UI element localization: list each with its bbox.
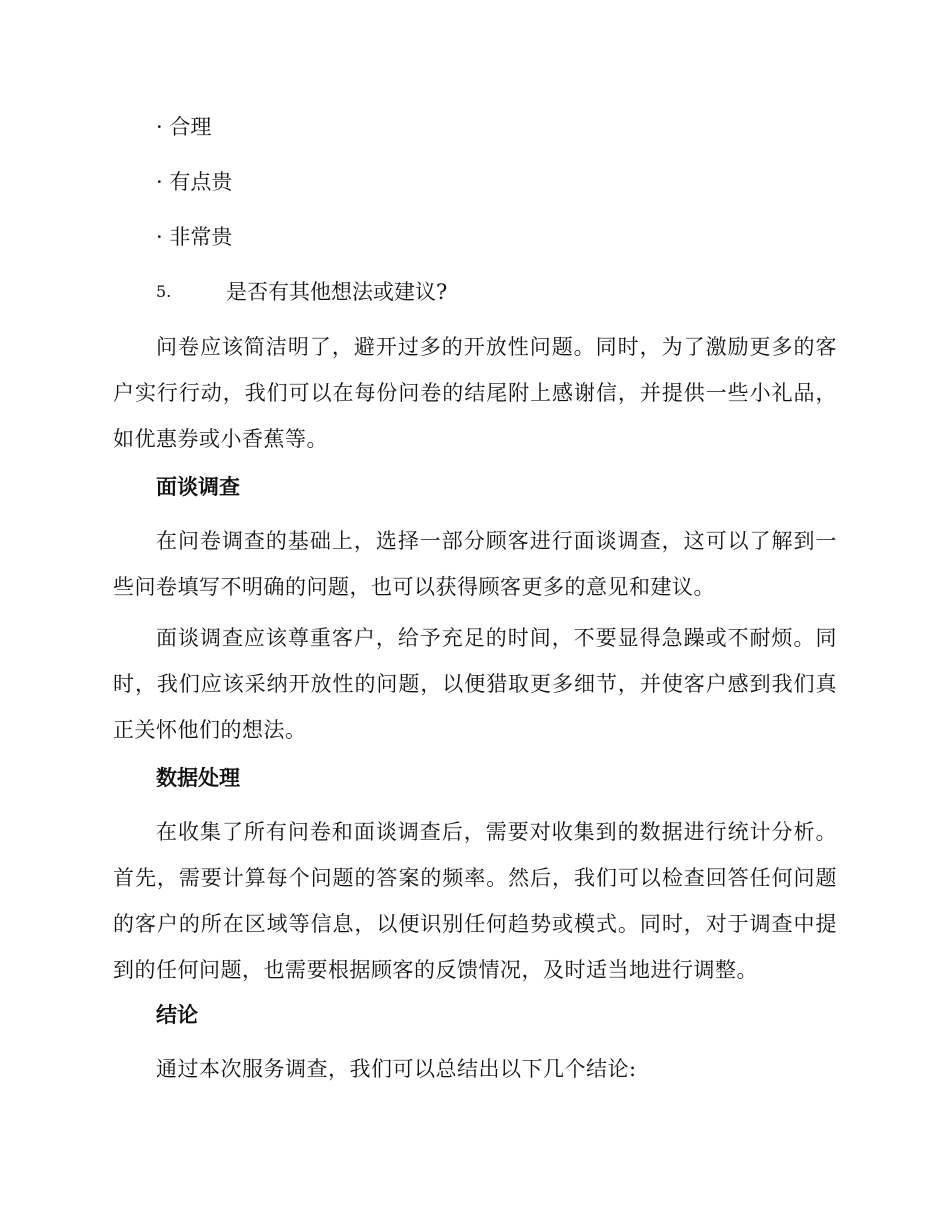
conclusion-heading: 结论 [156, 1003, 198, 1027]
conclusion-paragraph: 通过本次服务调查，我们可以总结出以下几个结论: [156, 1057, 637, 1081]
option-somewhat-expensive: · 有点贵 [156, 170, 233, 194]
option-reasonable: · 合理 [156, 115, 212, 139]
option-very-expensive: · 非常贵 [156, 225, 233, 249]
data-processing-heading: 数据处理 [156, 766, 240, 790]
interview-paragraph-2: 面谈调查应该尊重客户，给予充足的时间，不要显得急躁或不耐烦。同时，我们应该采纳开放性的问题，以便猎取更多细节，并使客户感到我们真正关怀他们的想法。 [113, 626, 837, 742]
interview-paragraph-1: 在问卷调查的基础上，选择一部分顾客进行面谈调查，这可以了解到一些问卷填写不明确的问题，也可以获得顾客更多的意见和建议。 [113, 529, 837, 599]
question-text: 是否有其他想法或建议? [226, 280, 448, 304]
interview-heading: 面谈调查 [156, 475, 240, 499]
question-number: 5. [156, 282, 172, 301]
data-processing-paragraph: 在收集了所有问卷和面谈调查后，需要对收集到的数据进行统计分析。首先，需要计算每个问题的答案的频率。然后，我们可以检查回答任何问题的客户的所在区域等信息，以便识别任何趋势或模式。同时，对于调查中提到的任何问题，也需要根据顾客的反馈情况，及时适当地进行调整。 [113, 820, 837, 982]
questionnaire-note-paragraph: 问卷应该简洁明了，避开过多的开放性问题。同时，为了激励更多的客户实行行动，我们可以在每份问卷的结尾附上感谢信，并提供一些小礼品，如优惠券或小香蕉等。 [113, 335, 837, 451]
